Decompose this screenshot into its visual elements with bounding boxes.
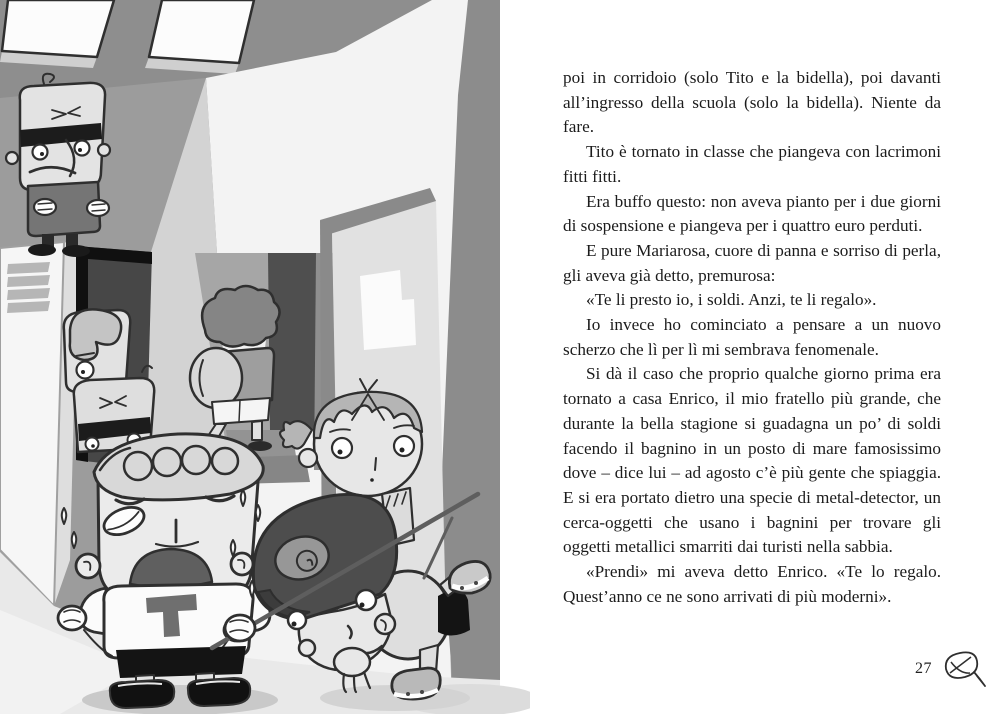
glove-hand [225,615,255,641]
locker [0,242,78,606]
story-paragraph: Si dà il caso che proprio qualche giorno prima era tornato a casa Enrico, il mio fratello più grande, che durante la bella stagione si guadagna un po’ di soldi facendo il bagnino in un posto di mare famosissimo dove – dice lui – ad agosto c’è più gente che spiaggia. E si era portato dietro una specie di metal-detector, un cerca-oggetti che usano i bagnini per trovare gli oggetti metallici smarriti dai turisti nella sabbia. [563,364,941,557]
story-paragraph: poi in corridoio (solo Tito e la bidella), poi davanti all’ingresso della scuola (solo la bidella). Niente da fare. [563,68,941,137]
story-paragraph: Tito è tornato in classe che piangeva con lacrimoni fitti fitti. [563,142,941,186]
story-paragraph: «Prendi» mi aveva detto Enrico. «Te lo regalo. Quest’anno ce ne sono arrivati di più moderni». [563,562,941,606]
story-text [563,66,941,609]
leaf-icon [942,648,988,690]
story-paragraph: E pure Mariarosa, cuore di panna e sorriso di perla, gli aveva già detto, premurosa: [563,240,941,285]
story-paragraph: «Te li presto io, i soldi. Anzi, te li regalo». [586,290,877,310]
story-paragraph: Era buffo questo: non aveva pianto per i due giorni di sospensione e piangeva per i quattro euro perduti. [563,191,941,236]
page-number: 27 [915,660,932,677]
page-footer [915,648,988,690]
story-paragraph: Io invece ho cominciato a pensare a un nuovo scherzo che lì per lì mi sembrava fenomenale. [563,315,941,359]
